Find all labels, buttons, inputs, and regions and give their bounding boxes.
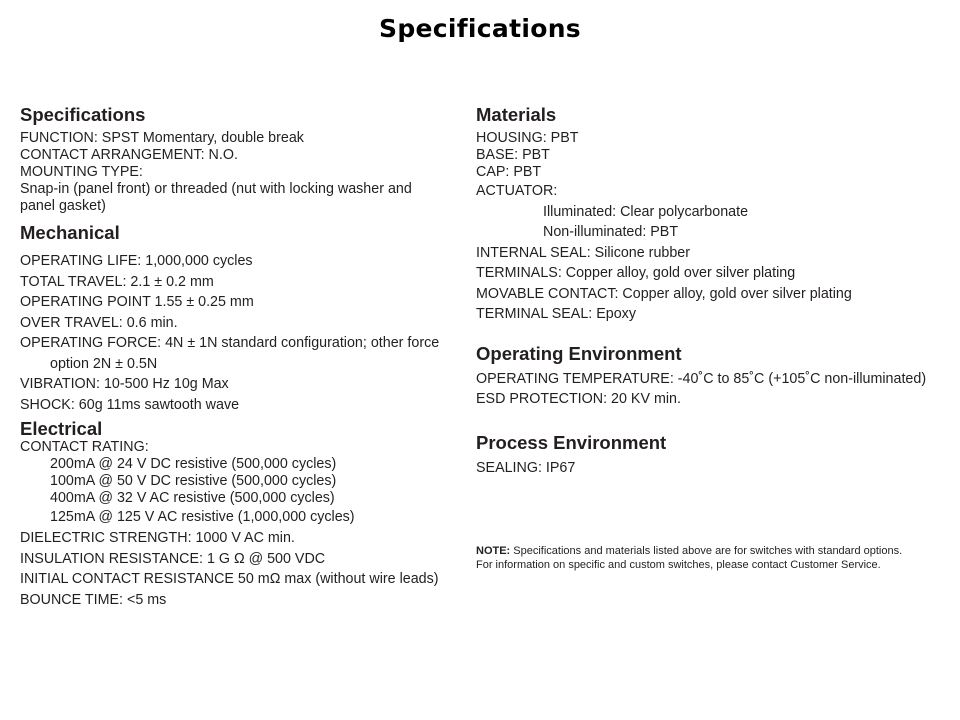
note-block	[476, 544, 902, 572]
specifications-list	[20, 130, 470, 215]
spec-line: OPERATING POINT 1.55 ± 0.25 mm	[20, 294, 254, 310]
left-column	[20, 104, 470, 610]
spec-line: MOVABLE CONTACT: Copper alloy, gold over silver plating	[476, 285, 852, 302]
spec-line: OPERATING FORCE: 4N ± 1N standard configuration; other force	[20, 335, 440, 351]
page-title: Specifications	[379, 14, 581, 43]
process-environment-list	[476, 460, 956, 477]
spec-line: ACTUATOR:	[476, 183, 558, 199]
spec-line: panel gasket)	[20, 198, 106, 214]
spec-line: 200mA @ 24 V DC resistive (500,000 cycles)	[50, 456, 337, 472]
spec-line: OVER TRAVEL: 0.6 min.	[20, 314, 178, 331]
spec-line: ESD PROTECTION: 20 KV min.	[476, 391, 681, 407]
spec-line: option 2N ± 0.5N	[50, 355, 158, 372]
spec-line: CAP: PBT	[476, 164, 542, 180]
section-heading-process-environment: Process Environment	[476, 431, 667, 453]
spec-line: Illuminated: Clear polycarbonate	[543, 203, 749, 220]
note-text-2: For information on specific and custom switches, please contact Customer Service.	[476, 559, 881, 571]
note-text-1: Specifications and materials listed above are for switches with standard options.	[510, 545, 903, 557]
spec-line: DIELECTRIC STRENGTH: 1000 V AC min.	[20, 530, 295, 546]
spec-line: SEALING: IP67	[476, 459, 576, 476]
spec-line: 100mA @ 50 V DC resistive (500,000 cycles)	[50, 473, 337, 489]
mechanical-list	[20, 251, 470, 415]
spec-line: TOTAL TRAVEL: 2.1 ± 0.2 mm	[20, 273, 214, 290]
spec-line: CONTACT RATING:	[20, 439, 149, 455]
spec-line: INSULATION RESISTANCE: 1 G Ω @ 500 VDC	[20, 550, 326, 567]
section-heading-materials: Materials	[476, 104, 557, 125]
note-label: NOTE:	[476, 545, 511, 557]
section-heading-electrical: Electrical	[20, 418, 103, 439]
spec-line: INITIAL CONTACT RESISTANCE 50 mΩ max (without wire leads)	[20, 571, 439, 587]
spec-line: OPERATING TEMPERATURE: -40˚C to 85˚C (+105˚C non-illuminated)	[476, 370, 927, 387]
section-heading-operating-environment: Operating Environment	[476, 342, 682, 364]
spec-line: Snap-in (panel front) or threaded (nut with locking washer and	[20, 181, 412, 197]
spec-line: HOUSING: PBT	[476, 130, 579, 146]
spec-line: BASE: PBT	[476, 147, 550, 163]
spec-line: 125mA @ 125 V AC resistive (1,000,000 cycles)	[50, 509, 355, 525]
materials-list	[476, 130, 956, 325]
spec-line: CONTACT ARRANGEMENT: N.O.	[20, 147, 238, 163]
spec-line: VIBRATION: 10-500 Hz 10g Max	[20, 376, 229, 392]
electrical-list	[20, 439, 470, 610]
spec-line: INTERNAL SEAL: Silicone rubber	[476, 244, 691, 261]
spec-line: 400mA @ 32 V AC resistive (500,000 cycles)	[50, 490, 335, 506]
operating-environment-list	[476, 369, 956, 410]
right-column	[476, 104, 956, 477]
spec-line: OPERATING LIFE: 1,000,000 cycles	[20, 253, 253, 269]
spec-line: MOUNTING TYPE:	[20, 164, 143, 180]
spec-line: TERMINALS: Copper alloy, gold over silver plating	[476, 265, 796, 281]
spec-line: FUNCTION: SPST Momentary, double break	[20, 130, 304, 146]
section-heading-mechanical: Mechanical	[20, 222, 120, 243]
spec-line: SHOCK: 60g 11ms sawtooth wave	[20, 396, 240, 413]
spec-line: BOUNCE TIME: <5 ms	[20, 591, 167, 608]
section-heading-specifications: Specifications	[20, 104, 146, 125]
spec-line: TERMINAL SEAL: Epoxy	[476, 306, 636, 322]
spec-line: Non-illuminated: PBT	[543, 224, 679, 240]
